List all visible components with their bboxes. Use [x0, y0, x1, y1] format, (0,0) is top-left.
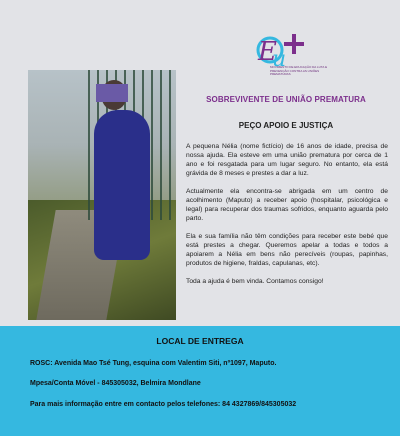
appeal-text	[186, 142, 388, 295]
svg-text:u: u	[272, 47, 287, 72]
paragraph-appeal: Ela e sua família não têm condições para receber este bebé que está prestes a chegar. Queremos apelar a todas e todos a apoiarem a Nélia em bens não perecíveis (roupas, papinhas, produtos de higiene, fraldas, capulanas, etc).	[186, 233, 388, 267]
face-blur	[96, 84, 128, 102]
logo-small-text: MOVIMENTO DE EDUCAÇÃO DA LUTA E PREVENÇÃO CONTRA AS UNIÕES PREMATURAS	[270, 65, 328, 76]
survivor-photo	[28, 70, 176, 320]
paragraph-shelter: Actualmente ela encontra-se abrigada em um centro de acolhimento (Maputo) a receber apoio (hospitalar, psicológica e legal) para recuperar dos traumas sofridos, enquanto aguarda pelo parto.	[186, 188, 388, 222]
delivery-contact: Mpesa/Conta Móvel - 845305032, Belmira Mondlane	[30, 380, 201, 387]
organization-logo-icon	[252, 30, 322, 90]
delivery-title: LOCAL DE ENTREGA	[156, 336, 244, 346]
delivery-phones: Para mais informação entre em contacto pelos telefones: 84 4327869/845305032	[30, 401, 297, 408]
headline: SOBREVIVENTE DE UNIÃO PREMATURA	[206, 95, 366, 104]
photo-person-dress	[94, 110, 150, 260]
delivery-address: ROSC: Avenida Mao Tsé Tung, esquina com Valentim Siti, nº1097, Maputo.	[30, 360, 277, 367]
svg-text:E: E	[258, 37, 277, 67]
paragraph-thanks: Toda a ajuda é bem vinda. Contamos consigo!	[186, 278, 324, 285]
subheadline: PEÇO APOIO E JUSTIÇA	[238, 121, 334, 130]
paragraph-story: A pequena Nélia (nome fictício) de 16 anos de idade, precisa de nossa ajuda. Ela esteve em uma união prematura por cerca de 1 ano e foi resgatada para um lugar seguro. No entanto, ela está grávida de 8 meses e prestes a dar a luz.	[186, 143, 388, 177]
